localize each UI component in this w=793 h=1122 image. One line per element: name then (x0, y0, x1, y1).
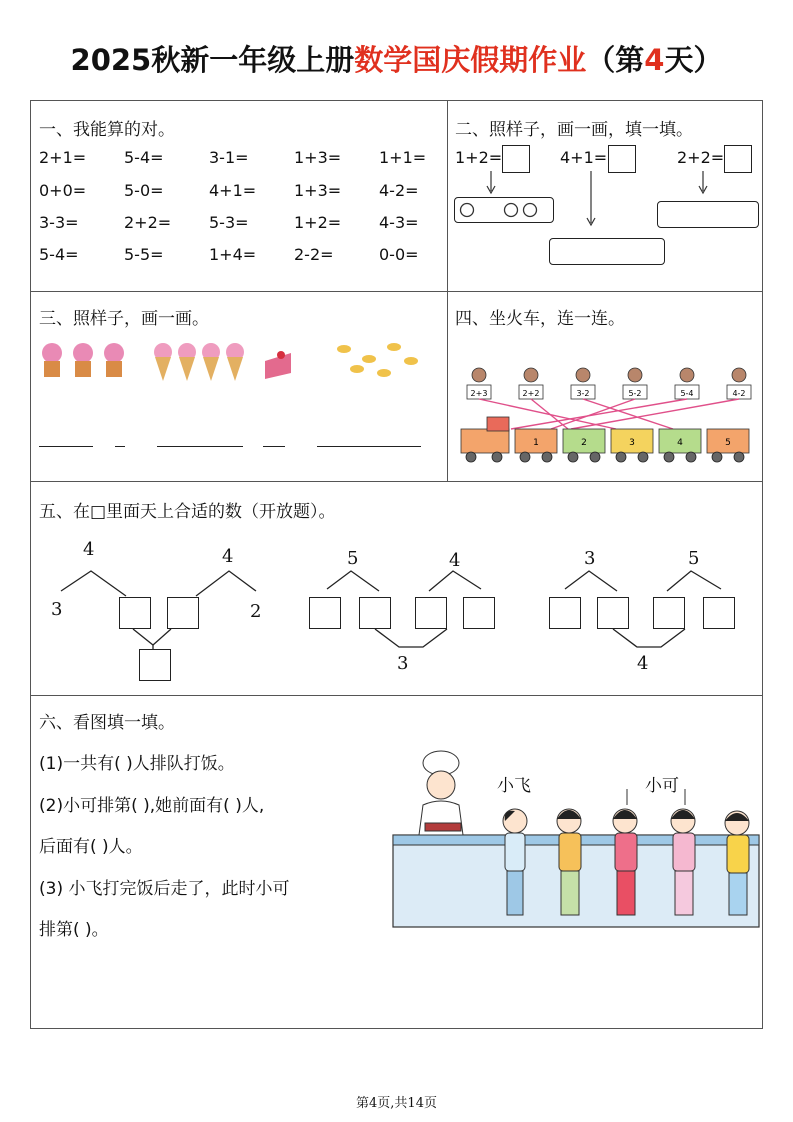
calc-item: 1+3= (294, 148, 342, 167)
animal-tag (519, 368, 543, 399)
s3-blank-5[interactable] (317, 446, 421, 447)
animal-tag (727, 368, 751, 399)
label-xiaofei: 小飞 (497, 776, 531, 796)
divider-row3 (31, 695, 762, 696)
s3-blank-1[interactable] (39, 446, 93, 447)
section2-heading: 二、照样子，画一画，填一填。 (455, 120, 693, 140)
s6-question-2b: 后面有( )人。 (39, 837, 143, 857)
calc-item: 5-0= (124, 181, 164, 200)
title-paren-close: 天） (664, 43, 723, 77)
label-xiaoke: 小可 (645, 776, 679, 796)
calc-item: 5-4= (39, 245, 79, 264)
g1-top-right: 4 (222, 546, 234, 567)
calc-item: 2-2= (294, 245, 334, 264)
child-icon-1 (503, 809, 527, 915)
g1-top-left: 4 (83, 539, 95, 560)
calc-item: 0-0= (379, 245, 419, 264)
animal-tag (571, 368, 595, 399)
tag-label: 5-4 (680, 389, 694, 398)
wheel-icon (590, 452, 600, 462)
page-title (0, 38, 793, 79)
g2-top-left: 5 (347, 548, 359, 569)
wheel-icon (686, 452, 696, 462)
calc-item: 5-3= (209, 213, 249, 232)
s6-question-3a: (3) 小飞打完饭后走了，此时小可 (39, 879, 290, 899)
g2-box-1[interactable] (309, 597, 341, 629)
g3-bottom: 4 (637, 653, 649, 674)
g3-box-2[interactable] (597, 597, 629, 629)
s2-sample-box (454, 197, 554, 223)
ice-cream-icon (154, 343, 244, 381)
g1-left: 3 (51, 599, 63, 620)
s6-question-2a: (2)小可排第( ),她前面有( )人, (39, 796, 265, 816)
child-icon-3 (613, 809, 637, 915)
section3-heading: 三、照样子，画一画。 (39, 309, 209, 329)
g1-box-1[interactable] (119, 597, 151, 629)
calc-item: 4+1= (209, 181, 257, 200)
s3-blank-2[interactable] (115, 446, 125, 447)
s3-pictures (39, 339, 439, 385)
tag-label: 4-2 (732, 389, 746, 398)
g1-right: 2 (250, 601, 262, 622)
chef-icon (419, 751, 463, 835)
wheel-icon (734, 452, 744, 462)
calc-item: 1+2= (294, 213, 342, 232)
child-icon-4 (671, 809, 695, 915)
calc-item: 4-2= (379, 181, 419, 200)
animal-tag (623, 368, 647, 399)
cupcake-icon (42, 343, 124, 377)
animal-tag (675, 368, 699, 399)
g3-box-3[interactable] (653, 597, 685, 629)
g2-bottom: 3 (397, 653, 409, 674)
section5-heading: 五、在□里面天上合适的数（开放题）。 (39, 502, 336, 522)
car-number: 2 (581, 438, 587, 448)
g1-box-2[interactable] (167, 597, 199, 629)
g3-top-left: 3 (584, 548, 596, 569)
section6-heading: 六、看图填一填。 (39, 713, 175, 733)
divider-col (447, 101, 448, 481)
worksheet-grid (30, 100, 763, 1029)
calc-item: 1+3= (294, 181, 342, 200)
calc-item: 1+1= (379, 148, 427, 167)
wheel-icon (466, 452, 476, 462)
page-footer: 第4页,共14页 (356, 1096, 437, 1111)
s2-draw-box-2[interactable] (657, 201, 759, 228)
g3-box-1[interactable] (549, 597, 581, 629)
calc-item: 1+4= (209, 245, 257, 264)
title-red: 数学国庆假期作业 (354, 43, 587, 77)
title-paren-open: （第 (586, 43, 645, 77)
child-icon-5 (725, 811, 749, 915)
g2-box-3[interactable] (415, 597, 447, 629)
car-number: 1 (533, 438, 539, 448)
calc-item: 3-1= (209, 148, 249, 167)
s6-question-1: (1)一共有( )人排队打饭。 (39, 754, 235, 774)
calc-item: 5-4= (124, 148, 164, 167)
calc-item: 3-3= (39, 213, 79, 232)
wheel-icon (616, 452, 626, 462)
wheel-icon (664, 452, 674, 462)
g2-box-4[interactable] (463, 597, 495, 629)
calc-item: 4-3= (379, 213, 419, 232)
calc-item: 2+2= (124, 213, 172, 232)
car-number: 5 (725, 438, 731, 448)
wheel-icon (712, 452, 722, 462)
divider-row2 (31, 481, 762, 482)
g2-box-2[interactable] (359, 597, 391, 629)
wheel-icon (568, 452, 578, 462)
wheel-icon (520, 452, 530, 462)
s2-eq-2: 4+1= (560, 148, 608, 167)
s2-draw-box-1[interactable] (549, 238, 665, 265)
train-svg (451, 351, 761, 471)
g3-top-right: 5 (688, 548, 700, 569)
title-black: 2025秋新一年级上册 (70, 43, 355, 77)
wheel-icon (492, 452, 502, 462)
car-number: 3 (629, 438, 635, 448)
train-engine-icon (461, 429, 509, 453)
title-day: 4 (644, 43, 665, 77)
tag-label: 5-2 (628, 389, 642, 398)
g3-box-4[interactable] (703, 597, 735, 629)
s6-queue-illustration (391, 743, 761, 928)
s6-question-3b: 排第( )。 (39, 920, 109, 940)
s2-eq-1: 1+2= (455, 148, 503, 167)
s3-blank-3[interactable] (157, 446, 243, 447)
s2-eq-3: 2+2= (677, 148, 725, 167)
animal-tag (467, 368, 491, 399)
calc-item: 5-5= (124, 245, 164, 264)
section4-heading: 四、坐火车，连一连。 (455, 309, 625, 329)
child-icon-2 (557, 809, 581, 915)
calc-item: 2+1= (39, 148, 87, 167)
cake-icon (265, 351, 291, 379)
tag-label: 2+3 (470, 389, 488, 398)
candy-icon (337, 343, 418, 377)
divider-row1 (31, 291, 762, 292)
circles-icon (455, 198, 553, 222)
g2-top-right: 4 (449, 550, 461, 571)
tag-label: 2+2 (522, 389, 540, 398)
calc-item: 0+0= (39, 181, 87, 200)
tag-label: 3-2 (576, 389, 590, 398)
wheel-icon (638, 452, 648, 462)
g1-box-3[interactable] (139, 649, 171, 681)
wheel-icon (542, 452, 552, 462)
car-number: 4 (677, 438, 683, 448)
s3-blank-4[interactable] (263, 446, 285, 447)
section1-heading: 一、我能算的对。 (39, 120, 175, 140)
